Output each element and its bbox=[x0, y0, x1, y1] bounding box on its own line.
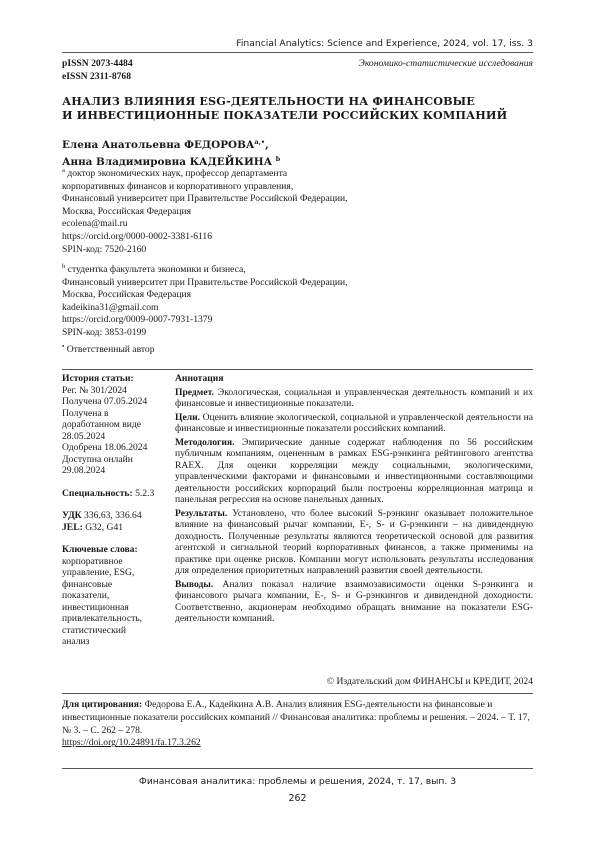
abstract-methodology bbox=[175, 437, 533, 506]
methodology-text: Эмпирические данные содержат наблюдения по 56 российским публичным компаниям, оцененным в рамках ESG-рэнкинга рейтингового агентства RAEX. Для оценки корреляции между социальными, экологическими, управленческими факторами и финансовыми и инвестиционными составляющими деятельности российских корпораций были построены корреляционная матрица и панельная регрессия на основе панельных данных. bbox=[175, 436, 533, 505]
article-history-column bbox=[62, 373, 165, 648]
keywords-line: корпоративное bbox=[62, 555, 123, 567]
citation-block bbox=[62, 699, 533, 750]
affiliation-a bbox=[62, 165, 348, 256]
jel-label: JEL: bbox=[62, 521, 83, 533]
author-1-spin: SPIN-код: 7520-2160 bbox=[62, 243, 147, 255]
objectives-text: Оценить влияние экологической, социальной и управленческой деятельности на финансовые и инвестиционные показатели российских компаний. bbox=[175, 411, 533, 434]
copyright-notice: © Издательский дом ФИНАНСЫ и КРЕДИТ, 2024 bbox=[326, 676, 533, 687]
author-2-orcid-link[interactable]: https://orcid.org/0009-0007-7931-1379 bbox=[62, 314, 213, 326]
abstract-heading: Аннотация bbox=[175, 373, 224, 384]
results-text: Установлено, что более высокий S-рэнкинг оказывает положительное влияние на финансовый рычаг компании, E-, S- и G-рэнкинги – на дивидендную доходность. Полученные результаты являются теоретической основой для развития агентской и сигнальной теорий корпоративных финансов, а также применимы на практике при оценке рисков. Компании могут использовать результаты исследования для определения приоритетных направлений развития своей деятельности. bbox=[175, 507, 533, 576]
history-line: доработанном виде bbox=[62, 419, 142, 430]
article-title bbox=[62, 95, 533, 122]
conclusions-text: Анализ показал наличие взаимозависимости оценки S-рэнкинга и финансового рычага компании, E-, S- и G-рэнкингов и дивидендной доходности. Соответственно, акционерам необходимо обращать внимание на показатели ESG-деятельности компаний. bbox=[175, 578, 533, 624]
corresponding-author-note bbox=[62, 343, 155, 355]
udc bbox=[62, 510, 165, 522]
section-name: Экономико-статистические исследования bbox=[358, 58, 533, 69]
affiliation-b bbox=[62, 261, 348, 340]
author-2-spin: SPIN-код: 3853-0199 bbox=[62, 326, 147, 338]
author-1-email[interactable]: ecolena@mail.ru bbox=[62, 218, 128, 230]
citation-text: Федорова Е.А., Кадейкина А.В. Анализ влияния ESG-деятельности на финансовые и инвестиционные показатели российских компаний // Финансовая аналитика: проблемы и решения. – 2024. – Т. 17, № 3. – С. 262 – 278. bbox=[62, 699, 530, 736]
specialty-value: 5.2.3 bbox=[135, 487, 155, 499]
affiliation-b-line: Финансовый университет при Правительстве Российской Федерации, bbox=[62, 276, 348, 288]
citation-rule bbox=[62, 693, 533, 694]
pissn: pISSN 2073-4484 bbox=[62, 58, 133, 69]
page-number: 262 bbox=[288, 793, 307, 804]
keywords-line: привлекательность, bbox=[62, 613, 143, 624]
history-line: Получена 07.05.2024 bbox=[62, 396, 148, 407]
objectives-label: Цели. bbox=[175, 411, 201, 423]
abstract bbox=[175, 373, 533, 627]
corresponding-label: Ответственный автор bbox=[66, 344, 155, 355]
abstract-results bbox=[175, 508, 533, 577]
affiliation-a-line: доктор экономических наук, профессор департамента bbox=[67, 168, 288, 179]
history-line: 29.08.2024 bbox=[62, 465, 106, 476]
corresponding-mark: • bbox=[62, 343, 65, 350]
subject-text: Экологическая, социальная и управленческая деятельность компаний и их финансовые и инвестиционные показатели. bbox=[175, 386, 533, 409]
abstract-objectives bbox=[175, 412, 533, 435]
history-line: 28.05.2024 bbox=[62, 430, 106, 442]
keywords-line: статистический bbox=[62, 624, 126, 636]
affiliation-a-line: корпоративных финансов и корпоративного управления, bbox=[62, 180, 294, 192]
author-2-marks: b bbox=[275, 154, 281, 163]
affiliation-b-line: студентка факультета экономики и бизнеса, bbox=[67, 264, 246, 275]
jel-value: G32, G41 bbox=[85, 521, 124, 533]
doi-link[interactable]: https://doi.org/10.24891/fa.17.3.262 bbox=[62, 737, 201, 749]
citation-label: Для цитирования: bbox=[62, 699, 143, 710]
section-rule bbox=[62, 369, 533, 370]
eissn: eISSN 2311-8768 bbox=[62, 70, 132, 82]
results-label: Результаты. bbox=[175, 507, 228, 519]
affiliation-a-mark: a bbox=[62, 167, 65, 174]
udc-label: УДК bbox=[62, 510, 82, 521]
jel bbox=[62, 522, 165, 534]
history-line: Одобрена 18.06.2024 bbox=[62, 442, 148, 453]
author-2-name: Анна Владимировна КАДЕЙКИНА bbox=[62, 155, 273, 168]
title-line-2: И ИНВЕСТИЦИОННЫЕ ПОКАЗАТЕЛИ РОССИЙСКИХ КОМПАНИЙ bbox=[62, 107, 508, 122]
author-1: Елена Анатольевна $ФЕДОРОВА^{a,•}$, bbox=[62, 138, 269, 151]
specialty bbox=[62, 488, 165, 500]
header-rule bbox=[62, 52, 533, 53]
history-line: Получена в bbox=[62, 407, 109, 419]
methodology-label: Методология. bbox=[175, 436, 235, 448]
title-line-1: АНАЛИЗ ВЛИЯНИЯ ESG-ДЕЯТЕЛЬНОСТИ НА ФИНАНСОВЫЕ bbox=[62, 94, 475, 108]
affiliation-a-line: Москва, Российская Федерация bbox=[62, 205, 192, 217]
keywords-heading: Ключевые слова: bbox=[62, 544, 138, 555]
history-line: Доступна онлайн bbox=[62, 453, 133, 465]
affiliation-b-line: Москва, Российская Федерация bbox=[62, 289, 192, 301]
footer-rule bbox=[62, 768, 533, 769]
author-2-email[interactable]: kadeikina31@gmail.com bbox=[62, 301, 159, 313]
footer-journal: Финансовая аналитика: проблемы и решения, 2024, т. 17, вып. 3 bbox=[138, 776, 457, 787]
specialty-label: Специальность: bbox=[62, 487, 133, 499]
abstract-subject bbox=[175, 387, 533, 410]
keywords-line: анализ bbox=[62, 636, 90, 647]
author-1-name: Елена Анатольевна ФЕДОРОВА bbox=[62, 139, 255, 151]
keywords-line: управление, ESG, bbox=[62, 567, 135, 578]
author-1-orcid-link[interactable]: https://orcid.org/0000-0002-3381-6116 bbox=[62, 230, 213, 242]
history-line: Рег. № 301/2024 bbox=[62, 384, 127, 396]
subject-label: Предмет. bbox=[175, 386, 214, 398]
history-heading: История статьи: bbox=[62, 373, 134, 384]
keywords-line: инвестиционная bbox=[62, 601, 129, 613]
affiliation-a-line: Финансовый университет при Правительстве Российской Федерации, bbox=[62, 193, 348, 205]
keywords-line: финансовые bbox=[62, 578, 113, 590]
issn-block bbox=[62, 58, 133, 83]
udc-value: 336.63, 336.64 bbox=[84, 510, 142, 521]
conclusions-label: Выводы. bbox=[175, 578, 214, 590]
affiliation-b-mark: b bbox=[62, 263, 66, 270]
running-header: Financial Analytics: Science and Experience, 2024, vol. 17, iss. 3 bbox=[236, 38, 533, 49]
keywords-line: показатели, bbox=[62, 590, 110, 601]
abstract-conclusions bbox=[175, 579, 533, 625]
author-1-marks: a,• bbox=[254, 138, 266, 146]
